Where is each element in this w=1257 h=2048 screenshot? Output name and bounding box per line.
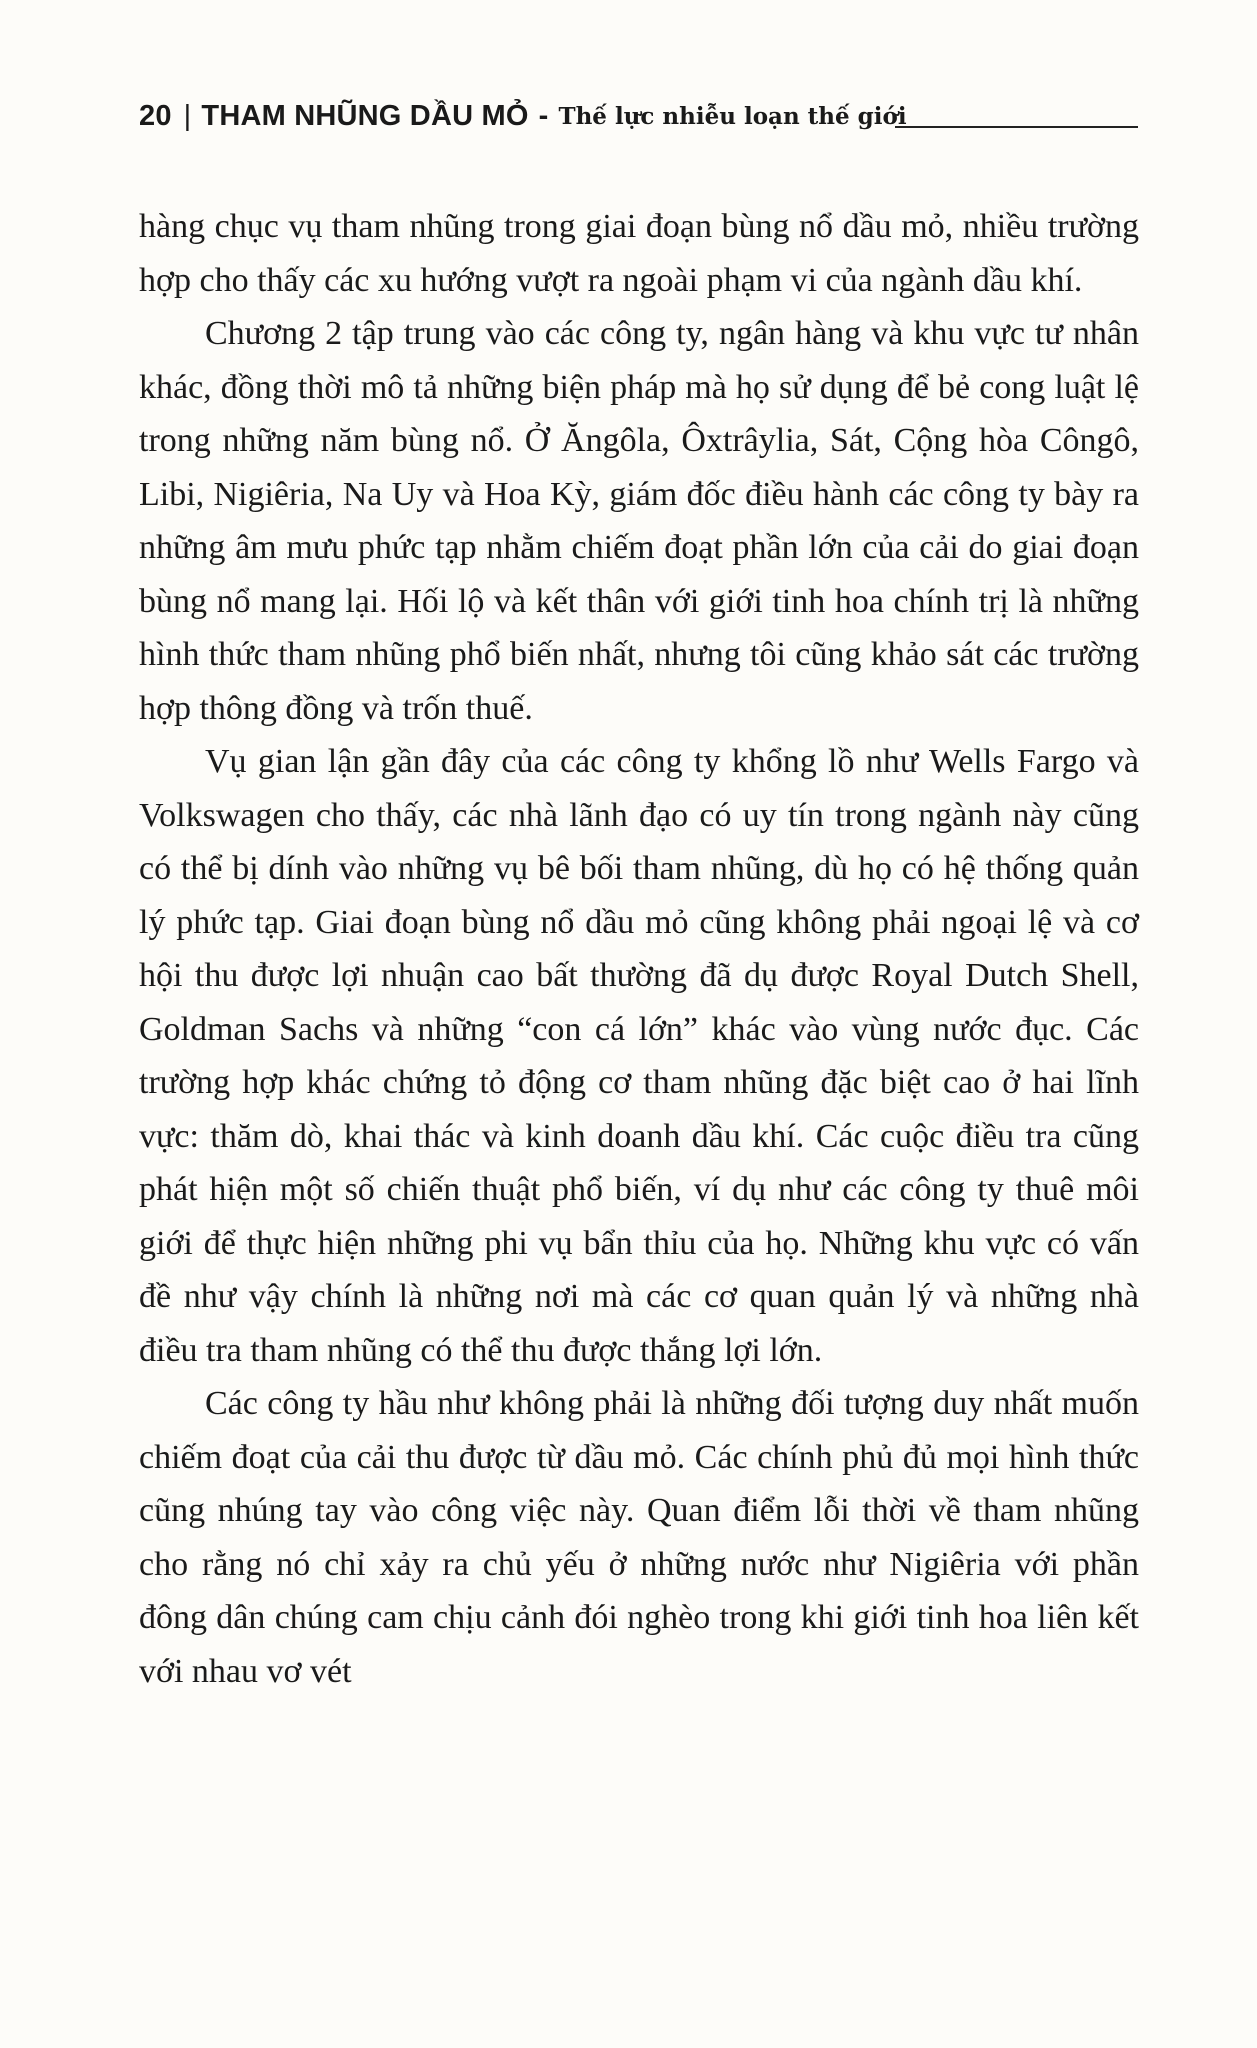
book-subtitle: Thế lực nhiễu loạn thế giới	[558, 102, 907, 130]
header-separator: |	[183, 99, 192, 132]
book-title: THAM NHŨNG DẦU MỎ	[201, 99, 529, 132]
running-header	[139, 96, 1139, 136]
header-rule	[895, 126, 1138, 128]
paragraph-3: Vụ gian lận gần đây của các công ty khổng lồ như Wells Fargo và Volkswagen cho thấy, các nhà lãnh đạo có uy tín trong ngành này cũng có thể bị dính vào những vụ bê bối tham nhũng, dù họ có hệ thống quản lý phức tạp. Giai đoạn bùng nổ dầu mỏ cũng không phải ngoại lệ và cơ hội thu được lợi nhuận cao bất thường đã dụ được Royal Dutch Shell, Goldman Sachs và những “con cá lớn” khác vào vùng nước đục. Các trường hợp khác chứng tỏ động cơ tham nhũng đặc biệt cao ở hai lĩnh vực: thăm dò, khai thác và kinh doanh dầu khí. Các cuộc điều tra cũng phát hiện một số chiến thuật phổ biến, ví dụ như các công ty thuê môi giới để thực hiện những phi vụ bẩn thỉu của họ. Những khu vực có vấn đề như vậy chính là những nơi mà các cơ quan quản lý và những nhà điều tra tham nhũng có thể thu được thắng lợi lớn.	[139, 743, 1139, 1369]
page-number: 20	[139, 99, 172, 132]
paragraph-1: hàng chục vụ tham nhũng trong giai đoạn bùng nổ dầu mỏ, nhiều trường hợp cho thấy các xu hướng vượt ra ngoài phạm vi của ngành dầu khí.	[139, 208, 1139, 299]
header-dash: -	[538, 99, 549, 132]
paragraph-2: Chương 2 tập trung vào các công ty, ngân hàng và khu vực tư nhân khác, đồng thời mô tả những biện pháp mà họ sử dụng để bẻ cong luật lệ trong những năm bùng nổ. Ở Ăngôla, Ôxtrâylia, Sát, Cộng hòa Côngô, Libi, Nigiêria, Na Uy và Hoa Kỳ, giám đốc điều hành các công ty bày ra những âm mưu phức tạp nhằm chiếm đoạt phần lớn của cải do giai đoạn bùng nổ mang lại. Hối lộ và kết thân với giới tinh hoa chính trị là những hình thức tham nhũng phổ biến nhất, nhưng tôi cũng khảo sát các trường hợp thông đồng và trốn thuế.	[139, 315, 1139, 727]
body-text	[139, 200, 1139, 1698]
paragraph-4: Các công ty hầu như không phải là những đối tượng duy nhất muốn chiếm đoạt của cải thu được từ dầu mỏ. Các chính phủ đủ mọi hình thức cũng nhúng tay vào công việc này. Quan điểm lỗi thời về tham nhũng cho rằng nó chỉ xảy ra chủ yếu ở những nước như Nigiêria với phần đông dân chúng cam chịu cảnh đói nghèo trong khi giới tinh hoa liên kết với nhau vơ vét	[139, 1385, 1139, 1690]
